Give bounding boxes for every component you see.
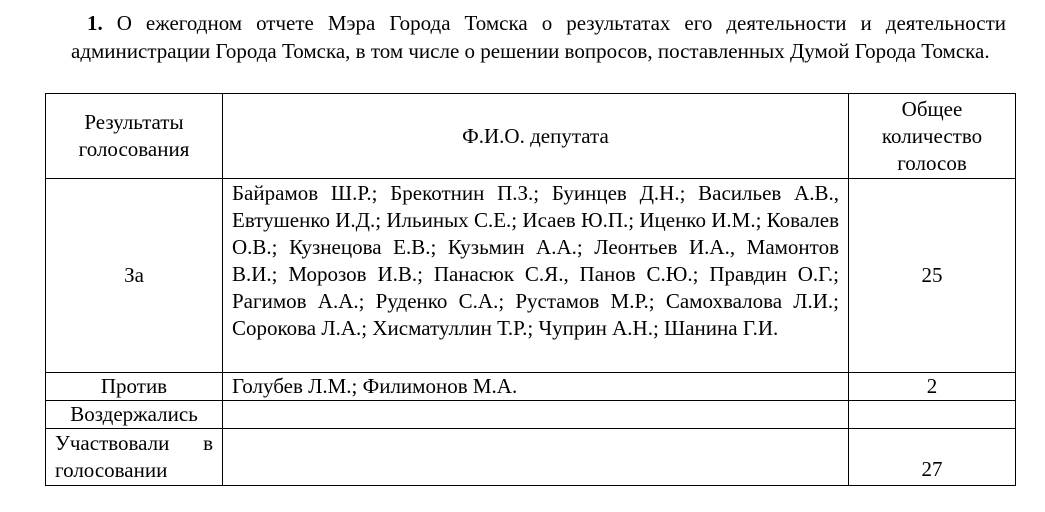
result-label-against: Против — [46, 373, 223, 401]
table-row — [46, 179, 1016, 373]
agenda-item-number: 1. — [87, 11, 103, 35]
deputies-participated — [223, 429, 849, 486]
header-total: Общее количество голосов — [849, 94, 1016, 179]
count-participated: 27 — [849, 429, 1016, 486]
deputies-for: Байрамов Ш.Р.; Брекотнин П.З.; Буинцев Д.Н.; Васильев А.В., Евтушенко И.Д.; Ильиных С.Е.; Исаев Ю.П.; Иценко И.М.; Ковалев О.В.; Кузнецова Е.В.; Кузьмин А.А.; Леонтьев И.А., Мамонтов В.И.; Морозов И.В.; Панасюк С.Я., Панов С.Ю.; Правдин О.Г.; Рагимов А.А.; Руденко С.А.; Рустамов М.Р.; Самохвалова Л.И.; Сорокова Л.А.; Хисматуллин Т.Р.; Чуприн А.Н.; Шанина Г.И. — [223, 179, 849, 373]
agenda-item-title: О ежегодном отчете Мэра Города Томска о результатах его деятельности и деятельности администрации Города Томска, в том числе о решении вопросов, поставленных Думой Города Томска. — [71, 11, 1006, 63]
deputies-against: Голубев Л.М.; Филимонов М.А. — [223, 373, 849, 401]
result-label-abstained: Воздержались — [46, 401, 223, 429]
voting-results-table — [45, 93, 1016, 486]
table-header-row — [46, 94, 1016, 179]
count-abstained — [849, 401, 1016, 429]
count-against: 2 — [849, 373, 1016, 401]
header-results: Результаты голосования — [46, 94, 223, 179]
result-label-participated: Участвовали в голосовании — [46, 429, 223, 486]
deputies-abstained — [223, 401, 849, 429]
result-label-for: За — [46, 179, 223, 373]
table-row — [46, 429, 1016, 486]
count-for: 25 — [849, 179, 1016, 373]
table-row — [46, 401, 1016, 429]
table-row — [46, 373, 1016, 401]
agenda-item-heading — [71, 9, 1006, 65]
header-deputies: Ф.И.О. депутата — [223, 94, 849, 179]
